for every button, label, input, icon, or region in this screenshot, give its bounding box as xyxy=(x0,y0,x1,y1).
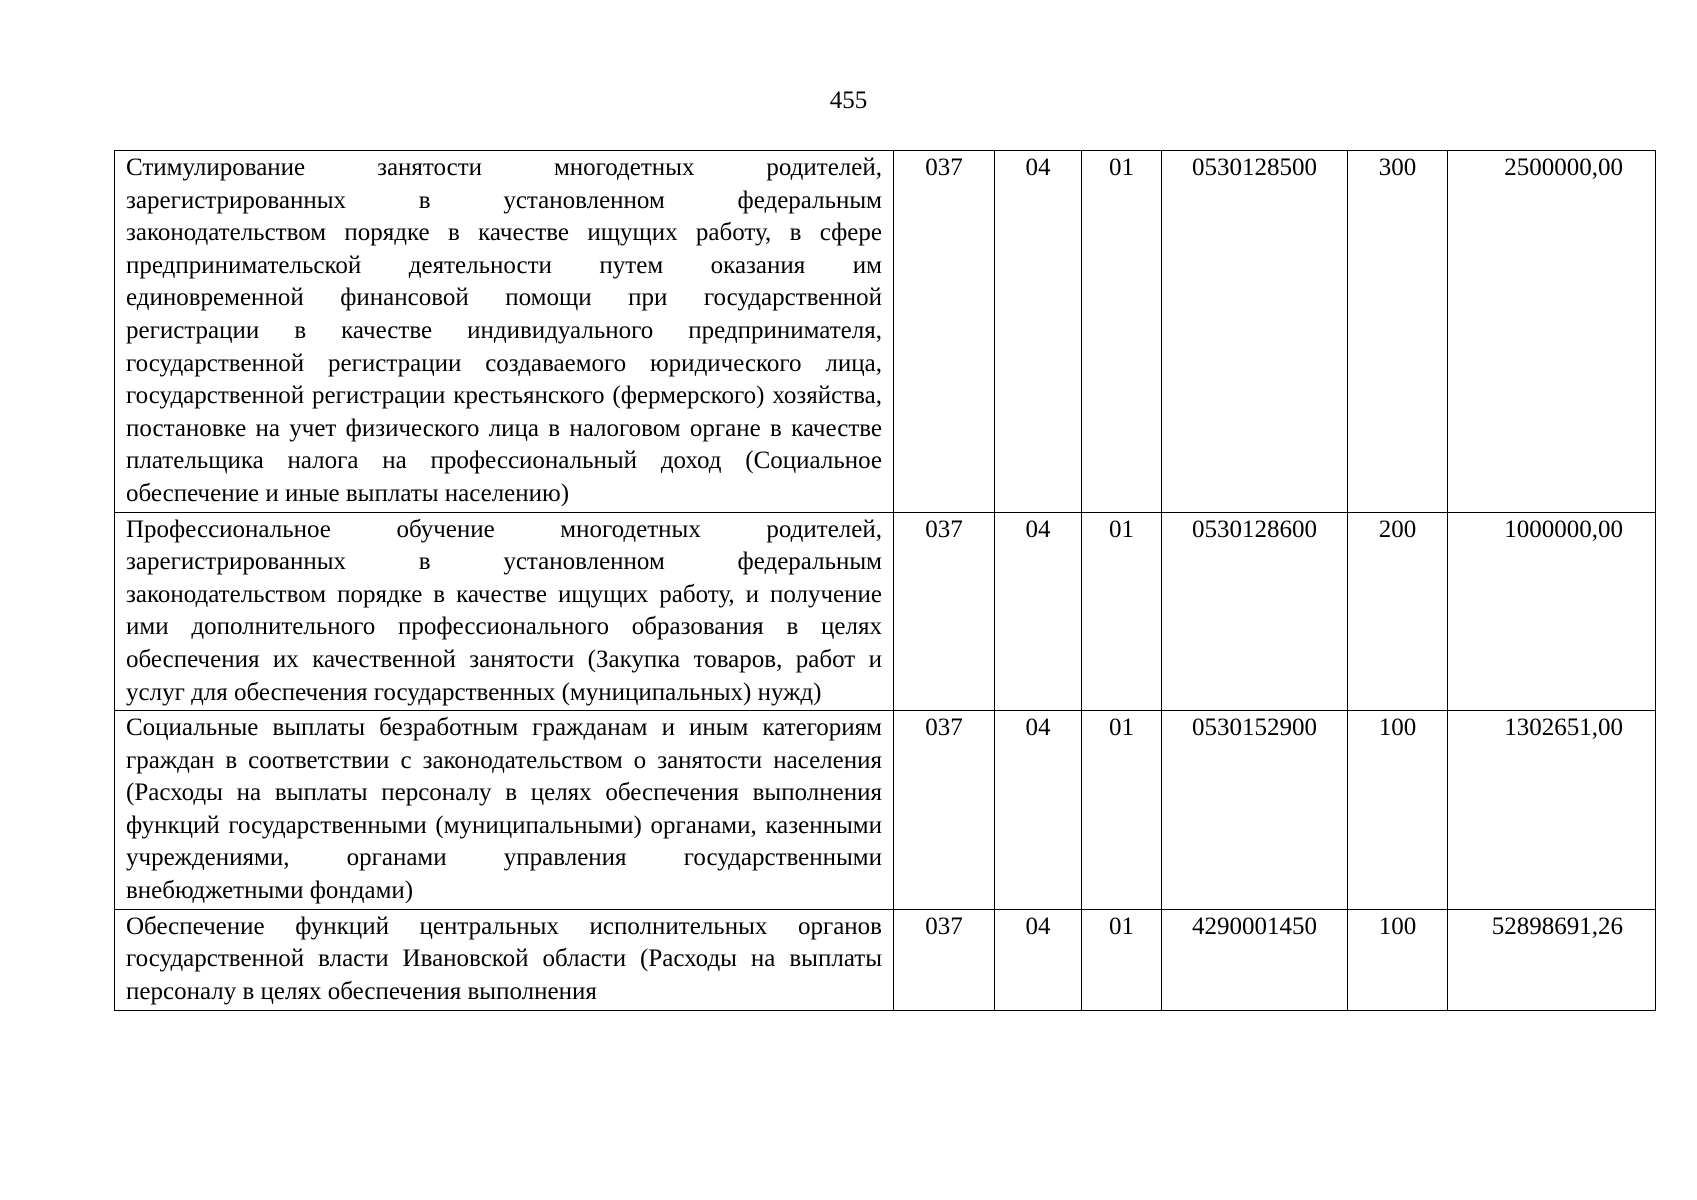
ministry-code: 037 xyxy=(894,512,995,711)
subsection-code: 01 xyxy=(1082,711,1162,910)
target-article-code: 4290001450 xyxy=(1162,909,1348,1010)
target-article-code: 0530128500 xyxy=(1162,151,1348,513)
section-code: 04 xyxy=(995,512,1082,711)
budget-table xyxy=(114,150,1656,1011)
amount-value: 1302651,00 xyxy=(1448,711,1656,910)
ministry-code: 037 xyxy=(894,909,995,1010)
expense-type-code: 300 xyxy=(1348,151,1448,513)
target-article-code: 0530152900 xyxy=(1162,711,1348,910)
table-row xyxy=(115,512,1656,711)
expense-type-code: 100 xyxy=(1348,711,1448,910)
amount-value: 2500000,00 xyxy=(1448,151,1656,513)
subsection-code: 01 xyxy=(1082,909,1162,1010)
subsection-code: 01 xyxy=(1082,151,1162,513)
section-code: 04 xyxy=(995,909,1082,1010)
expense-type-code: 100 xyxy=(1348,909,1448,1010)
ministry-code: 037 xyxy=(894,151,995,513)
subsection-code: 01 xyxy=(1082,512,1162,711)
expense-type-code: 200 xyxy=(1348,512,1448,711)
table-row xyxy=(115,711,1656,910)
row-description-cell xyxy=(115,909,894,1010)
page-number: 455 xyxy=(829,87,868,114)
section-code: 04 xyxy=(995,711,1082,910)
amount-value: 52898691,26 xyxy=(1448,909,1656,1010)
amount-value: 1000000,00 xyxy=(1448,512,1656,711)
row-description: Социальные выплаты безработным гражданам и иным категориям граждан в соответствии с законодательством о занятости населения (Расходы на выплаты персоналу в целях обеспечения выполнения функций государственными (муниципальными) органами, казенными учреждениями, органами управления государственными внебюджетными фондами) xyxy=(115,711,894,910)
row-description: Стимулирование занятости многодетных родителей, зарегистрированных в установленном федеральным законодательством порядке в качестве ищущих работу, в сфере предпринимательской деятельности путем оказания им единовременной финансовой помощи при государственной регистрации в качестве индивидуального предпринимателя, государственной регистрации создаваемого юридического лица, государственной регистрации крестьянского (фермерского) хозяйства, постановке на учет физического лица в налоговом органе в качестве плательщика налога на профессиональный доход (Социальное обеспечение и иные выплаты населению) xyxy=(115,151,894,513)
ministry-code: 037 xyxy=(894,711,995,910)
row-description: Обеспечение функций центральных исполнительных органов государственной власти Ивановской области (Расходы на выплаты персоналу в целях обеспечения выполнения xyxy=(126,912,882,1005)
section-code: 04 xyxy=(995,151,1082,513)
target-article-code: 0530128600 xyxy=(1162,512,1348,711)
table-row xyxy=(115,909,1656,1010)
table-row xyxy=(115,151,1656,513)
row-description: Профессиональное обучение многодетных родителей, зарегистрированных в установленном федеральным законодательством порядке в качестве ищущих работу, и получение ими дополнительного профессионального образования в целях обеспечения их качественной занятости (Закупка товаров, работ и услуг для обеспечения государственных (муниципальных) нужд) xyxy=(115,512,894,711)
